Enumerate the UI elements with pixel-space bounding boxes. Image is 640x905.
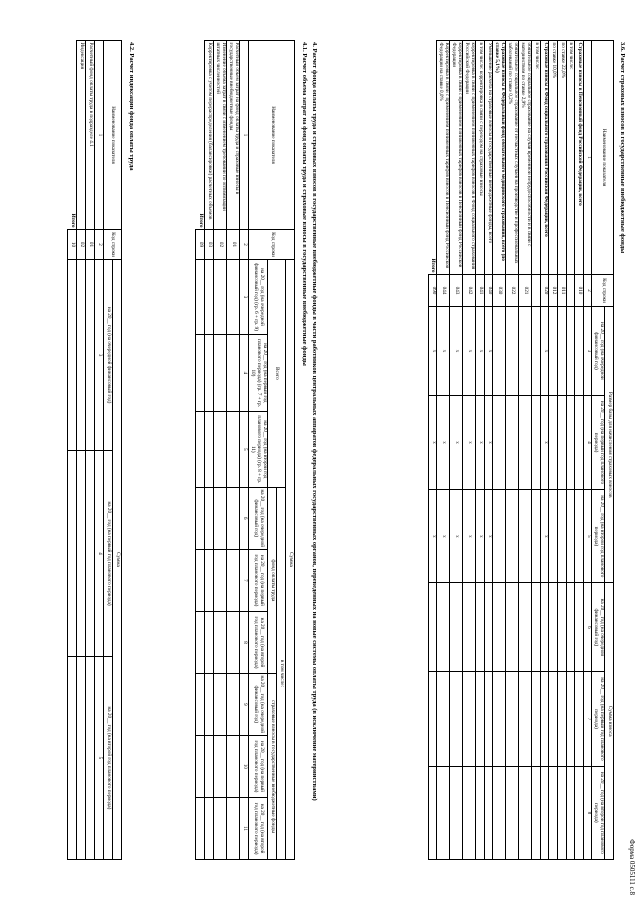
value-cell[interactable] <box>493 583 506 672</box>
value-cell[interactable] <box>566 395 575 489</box>
column-number: 1 <box>583 41 592 275</box>
value-cell[interactable] <box>519 395 532 489</box>
value-cell[interactable] <box>493 766 506 859</box>
section-4-title: 4. Расчет фонда оплаты труда и страховых взносов в государственные внебюджетные фонды в части работников центральных аппаратов федеральных государственных органов, переведенных на новые системы оплаты труда (в исключение материнствами) <box>311 42 318 801</box>
column-number: 8 <box>583 766 592 859</box>
value-cell[interactable] <box>227 612 240 674</box>
col-header-sum-group: Сумма взноса <box>605 583 614 860</box>
value-cell[interactable] <box>214 411 227 487</box>
payroll-indexation-table <box>67 40 122 860</box>
value-cell[interactable]: x <box>476 490 485 583</box>
row-name: в том числе: корректировка в связи с переходом на страховые взносы <box>476 41 485 275</box>
value-cell[interactable] <box>214 335 227 412</box>
value-cell[interactable] <box>214 549 227 611</box>
row-name: Страховые взносы в Федеральный фонд обязательного медицинского страхования, всего (по ставке 5,1%) <box>493 41 506 275</box>
col-header-sum-y0: на 20__ год (на очередной финансовый год) <box>592 583 605 672</box>
value-cell[interactable]: x <box>428 395 437 489</box>
value-cell[interactable]: x <box>484 395 493 489</box>
value-cell[interactable] <box>205 798 214 860</box>
value-cell[interactable] <box>506 307 519 396</box>
row-code: 043 <box>450 275 463 307</box>
column-number-row <box>95 41 104 860</box>
col-header-code: Код строки <box>249 230 295 260</box>
table-row <box>566 41 575 860</box>
value-cell[interactable] <box>540 583 549 672</box>
value-cell[interactable] <box>493 672 506 766</box>
value-cell[interactable] <box>519 672 532 766</box>
column-number: 5 <box>583 490 592 583</box>
value-cell[interactable] <box>506 672 519 766</box>
value-cell[interactable]: x <box>463 395 476 489</box>
row-name: Расчетный фонд оплаты труда в подразделе 4.1 <box>86 41 95 230</box>
col-header-code: Код строки <box>592 275 614 307</box>
value-cell[interactable] <box>549 395 558 489</box>
value-cell[interactable] <box>77 656 86 859</box>
row-name: Расчетный объем затрат на фонд оплаты труда и страховые взносы в государственные внебюджетные фонды <box>227 41 240 230</box>
col-header-in-that: в том числе: <box>277 487 286 859</box>
table-row <box>450 41 463 860</box>
row-name: Страховые взносы в Фонд социального страхования Российской Федерации, всего <box>540 41 549 275</box>
value-cell[interactable]: x <box>476 307 485 396</box>
value-cell[interactable] <box>558 490 567 583</box>
col-header-base-y1: на 20__ год (на первый год планового периода) <box>592 395 605 489</box>
col-header-base-group: Размер базы для начисления страховых взносов <box>605 307 614 583</box>
value-cell[interactable] <box>227 549 240 611</box>
value-cell[interactable] <box>77 260 86 451</box>
row-name: Индексация <box>77 41 86 230</box>
row-code: 02 <box>77 230 86 260</box>
table-row <box>506 41 519 860</box>
row-code: 020 <box>540 275 549 307</box>
row-code: 021 <box>519 275 532 307</box>
row-code: 030 <box>493 275 506 307</box>
row-name: Корректировка в связи с применением пониженных тарифов взносов в Пенсионный фонд Российской Федерации на ставке 0,0% <box>437 41 450 275</box>
value-cell[interactable] <box>575 583 584 672</box>
value-cell[interactable] <box>68 451 77 657</box>
table-row <box>227 41 240 860</box>
value-cell[interactable]: x <box>463 490 476 583</box>
row-code: 02 <box>214 230 227 260</box>
value-cell[interactable] <box>227 798 240 860</box>
table-row <box>77 41 86 860</box>
value-cell[interactable]: x <box>437 490 450 583</box>
value-cell[interactable] <box>196 335 205 412</box>
value-cell[interactable] <box>484 672 493 766</box>
col-header-total-y1: на 20__ год (на первый год планового периода) (гр. 7 + гр. 10) <box>249 335 268 412</box>
row-name: обязательное социальное страхование от несчастных случаев на производстве и профессиональных заболеваний по ставке 0,2% <box>506 41 519 275</box>
value-cell[interactable] <box>540 766 549 859</box>
value-cell[interactable]: x <box>463 307 476 396</box>
value-cell[interactable] <box>506 766 519 859</box>
value-cell[interactable] <box>227 673 240 735</box>
row-code: 022 <box>506 275 519 307</box>
value-cell[interactable] <box>519 583 532 672</box>
value-cell[interactable] <box>196 673 205 735</box>
total-code: 090 <box>428 275 437 307</box>
value-cell[interactable] <box>493 395 506 489</box>
column-number-row <box>583 41 592 860</box>
value-cell[interactable] <box>506 395 519 489</box>
value-cell[interactable] <box>437 672 450 766</box>
value-cell[interactable]: x <box>540 490 549 583</box>
value-cell[interactable]: x <box>428 307 437 396</box>
row-name: Страховые взносы в Пенсионный фонд Российской Федерации, всего <box>575 41 584 275</box>
value-cell[interactable] <box>428 672 437 766</box>
value-cell[interactable] <box>558 583 567 672</box>
value-cell[interactable] <box>476 766 485 859</box>
column-number: 2 <box>583 275 592 307</box>
row-name: по ставке 10,0% <box>549 41 558 275</box>
value-cell[interactable] <box>196 487 205 549</box>
col-header-y2: на 20__ год (на второй год планового периода) <box>104 656 113 859</box>
value-cell[interactable]: x <box>476 395 485 489</box>
col-header-total: Всего <box>268 260 286 488</box>
row-code: 03 <box>205 230 214 260</box>
value-cell[interactable] <box>205 735 214 797</box>
value-cell[interactable] <box>566 766 575 859</box>
value-cell[interactable] <box>549 583 558 672</box>
value-cell[interactable] <box>214 798 227 860</box>
row-code: 041 <box>476 275 485 307</box>
table-row <box>214 41 227 860</box>
table-row <box>558 41 567 860</box>
table-row <box>519 41 532 860</box>
value-cell[interactable]: x <box>540 395 549 489</box>
value-cell[interactable] <box>428 766 437 859</box>
column-number: 9 <box>240 673 249 735</box>
row-code <box>566 275 575 307</box>
col-header-name: Наименование показателя <box>104 41 122 230</box>
value-cell[interactable] <box>519 490 532 583</box>
col-header-sum-y2: на 20__ год (на второй год планового периода) <box>592 766 605 859</box>
value-cell[interactable] <box>566 490 575 583</box>
value-cell[interactable] <box>549 672 558 766</box>
value-cell[interactable] <box>196 549 205 611</box>
value-cell[interactable] <box>484 766 493 859</box>
value-cell[interactable] <box>68 260 77 451</box>
value-cell[interactable] <box>227 487 240 549</box>
value-cell[interactable] <box>196 798 205 860</box>
value-cell[interactable] <box>205 260 214 335</box>
row-name: Изменение объема затрат в связи с изменением требований по оптимизации штатных численностей <box>214 41 227 230</box>
value-cell[interactable] <box>196 735 205 797</box>
value-cell[interactable] <box>227 411 240 487</box>
row-name: в том числе: <box>532 41 541 275</box>
total-row <box>196 41 205 860</box>
value-cell[interactable] <box>205 612 214 674</box>
row-code: 010 <box>575 275 584 307</box>
total-row <box>428 41 437 860</box>
total-code: 10 <box>68 230 77 260</box>
row-code: 01 <box>86 230 95 260</box>
col-header-total-y2: на 20__ год (на второй год планового периода) (гр. 8 + гр. 11) <box>249 411 268 487</box>
value-cell[interactable] <box>540 672 549 766</box>
section-42-title: 4.2. Расчет индексации фонда оплаты труда <box>128 42 135 171</box>
insurance-contributions-table <box>428 40 614 860</box>
value-cell[interactable] <box>549 307 558 396</box>
section-41-title: 4.1. Расчет объема затрат на фонд оплаты труда и страховые взносы в государственные внебюджетные фонды <box>301 42 308 366</box>
col-header-sum: Сумма <box>113 260 122 860</box>
value-cell[interactable] <box>493 490 506 583</box>
col-header-fot-y1: на 20__ год (на первый год планового периода) <box>249 549 268 611</box>
value-cell[interactable] <box>532 766 541 859</box>
value-cell[interactable] <box>506 583 519 672</box>
column-number: 1 <box>240 41 249 230</box>
column-number: 4 <box>583 395 592 489</box>
column-number: 6 <box>240 487 249 549</box>
total-code: 09 <box>196 230 205 260</box>
total-row <box>68 41 77 860</box>
col-header-y0: на 20__ год (на очередной финансовый год) <box>104 260 113 451</box>
value-cell[interactable] <box>227 260 240 335</box>
value-cell[interactable] <box>205 411 214 487</box>
value-cell[interactable] <box>86 451 95 657</box>
value-cell[interactable] <box>575 395 584 489</box>
col-header-name: Наименование показателя <box>592 41 614 275</box>
value-cell[interactable] <box>532 490 541 583</box>
value-cell[interactable]: x <box>428 490 437 583</box>
col-header-sum: Сумма <box>286 260 295 860</box>
col-header-fot-y2: на 20__ год (на второй год планового периода) <box>249 612 268 674</box>
total-label: Итого <box>430 258 437 273</box>
col-header-fot: фонд оплаты труда <box>268 487 277 673</box>
row-code: 040 <box>484 275 493 307</box>
value-cell[interactable] <box>463 672 476 766</box>
value-cell[interactable] <box>77 451 86 657</box>
value-cell[interactable] <box>227 735 240 797</box>
value-cell[interactable] <box>532 672 541 766</box>
column-number: 5 <box>240 411 249 487</box>
column-number: 7 <box>583 672 592 766</box>
total-label: Итого <box>197 213 204 228</box>
value-cell[interactable]: x <box>450 395 463 489</box>
table-row <box>205 41 214 860</box>
value-cell[interactable] <box>214 260 227 335</box>
value-cell[interactable] <box>558 766 567 859</box>
value-cell[interactable] <box>566 672 575 766</box>
value-cell[interactable] <box>450 583 463 672</box>
table-row <box>476 41 485 860</box>
row-name: корректировка в связи с применением пониженных тарифов взносов в Фонд социального страхования Российской Федерации <box>463 41 476 275</box>
value-cell[interactable] <box>549 490 558 583</box>
row-name: Уменьшение расчета на страховые взносы в государственные внебюджетные фонды, всего <box>484 41 493 275</box>
value-cell[interactable] <box>519 766 532 859</box>
value-cell[interactable]: x <box>450 307 463 396</box>
value-cell[interactable] <box>493 307 506 396</box>
section-36-title: 3.6. Расчет страховых взносов в государственные внебюджетные фонды <box>619 42 626 254</box>
row-code: 012 <box>549 275 558 307</box>
value-cell[interactable] <box>196 411 205 487</box>
col-header-name: Наименование показателя <box>249 41 295 230</box>
value-cell[interactable] <box>205 335 214 412</box>
value-cell[interactable] <box>205 673 214 735</box>
col-header-base-y2: на 20__ год (на второй год планового периода) <box>592 490 605 583</box>
value-cell[interactable] <box>463 583 476 672</box>
value-cell[interactable] <box>463 766 476 859</box>
row-name: обязательное социальное страхование на случай временной нетрудоспособности и в связи с материнством по ставке 2,9% <box>519 41 532 275</box>
column-number: 4 <box>95 451 104 657</box>
value-cell[interactable] <box>575 490 584 583</box>
value-cell[interactable] <box>532 395 541 489</box>
value-cell[interactable] <box>476 672 485 766</box>
col-header-total-y0: на 20__ год (на очередной финансовый год) (гр. 6 + гр. 9) <box>249 260 268 335</box>
col-header-fot-y0: на 20__ год (на очередной финансовый год) <box>249 487 268 549</box>
value-cell[interactable]: x <box>484 307 493 396</box>
table-row <box>532 41 541 860</box>
column-number: 11 <box>240 798 249 860</box>
value-cell[interactable] <box>484 583 493 672</box>
value-cell[interactable] <box>476 583 485 672</box>
value-cell[interactable] <box>532 583 541 672</box>
value-cell[interactable]: x <box>450 490 463 583</box>
payroll-volume-table <box>195 40 295 860</box>
value-cell[interactable] <box>68 656 77 859</box>
row-name: в том числе: <box>566 41 575 275</box>
table-row <box>540 41 549 860</box>
value-cell[interactable] <box>558 395 567 489</box>
table-row <box>575 41 584 860</box>
value-cell[interactable] <box>575 307 584 396</box>
column-number-row <box>240 41 249 860</box>
column-number: 2 <box>95 230 104 260</box>
value-cell[interactable] <box>450 672 463 766</box>
value-cell[interactable] <box>227 335 240 412</box>
value-cell[interactable] <box>566 583 575 672</box>
table-row <box>86 41 95 860</box>
value-cell[interactable]: x <box>540 307 549 396</box>
column-number: 2 <box>240 230 249 260</box>
value-cell[interactable] <box>437 766 450 859</box>
col-header-ins-y1: на 20__ год (на первый год планового периода) <box>249 735 268 797</box>
table-row <box>493 41 506 860</box>
row-code: 044 <box>437 275 450 307</box>
value-cell[interactable] <box>86 656 95 859</box>
column-number: 3 <box>583 307 592 396</box>
table-row <box>484 41 493 860</box>
col-header-ins-y2: на 20__ год (на второй год планового периода) <box>249 798 268 860</box>
column-number: 4 <box>240 335 249 412</box>
value-cell[interactable] <box>196 612 205 674</box>
value-cell[interactable] <box>575 672 584 766</box>
table-row <box>437 41 450 860</box>
value-cell[interactable] <box>575 766 584 859</box>
column-number: 6 <box>583 583 592 672</box>
column-number: 10 <box>240 735 249 797</box>
value-cell[interactable] <box>196 260 205 335</box>
value-cell[interactable]: x <box>437 395 450 489</box>
row-code <box>532 275 541 307</box>
col-header-sum-y1: на 20__ год (на первый год планового периода) <box>592 672 605 766</box>
value-cell[interactable] <box>558 307 567 396</box>
table-row <box>549 41 558 860</box>
value-cell[interactable] <box>86 260 95 451</box>
row-name: по ставке 22,0% <box>558 41 567 275</box>
value-cell[interactable] <box>205 549 214 611</box>
value-cell[interactable] <box>214 487 227 549</box>
row-name: корректировка в связи с применением пониженных тарифов взносов в Пенсионный фонд Российской Федерации <box>450 41 463 275</box>
col-header-y1: на 20__ год (на первый год планового периода) <box>104 451 113 657</box>
column-number: 8 <box>240 612 249 674</box>
row-code: 042 <box>463 275 476 307</box>
column-number: 1 <box>95 41 104 230</box>
column-number: 3 <box>95 260 104 451</box>
value-cell[interactable] <box>506 490 519 583</box>
value-cell[interactable] <box>214 735 227 797</box>
value-cell[interactable] <box>549 766 558 859</box>
row-code: 011 <box>558 275 567 307</box>
col-header-base-y0: на 20__ год (на очередной финансовый год) <box>592 307 605 396</box>
value-cell[interactable] <box>214 673 227 735</box>
column-number: 5 <box>95 656 104 859</box>
column-number: 7 <box>240 549 249 611</box>
value-cell[interactable]: x <box>437 307 450 396</box>
value-cell[interactable] <box>450 766 463 859</box>
value-cell[interactable] <box>214 612 227 674</box>
value-cell[interactable] <box>519 307 532 396</box>
value-cell[interactable] <box>428 583 437 672</box>
value-cell[interactable] <box>532 307 541 396</box>
value-cell[interactable] <box>558 672 567 766</box>
table-row <box>463 41 476 860</box>
form-code: Форма 0505111 с.8 <box>628 839 636 895</box>
column-number: 3 <box>240 260 249 335</box>
value-cell[interactable] <box>437 583 450 672</box>
col-header-code: Код строки <box>104 230 122 260</box>
row-name: Корректировка с учетом перераспределения (балансировки) расчетных объемов <box>205 41 214 230</box>
col-header-ins: страховые взносы в государственные внебюджетные фонды <box>268 673 277 859</box>
value-cell[interactable]: x <box>484 490 493 583</box>
col-header-ins-y0: на 20__ год (на очередной финансовый год) <box>249 673 268 735</box>
value-cell[interactable] <box>205 487 214 549</box>
total-label: Итого <box>69 213 76 228</box>
value-cell[interactable] <box>566 307 575 396</box>
row-code: 01 <box>227 230 240 260</box>
